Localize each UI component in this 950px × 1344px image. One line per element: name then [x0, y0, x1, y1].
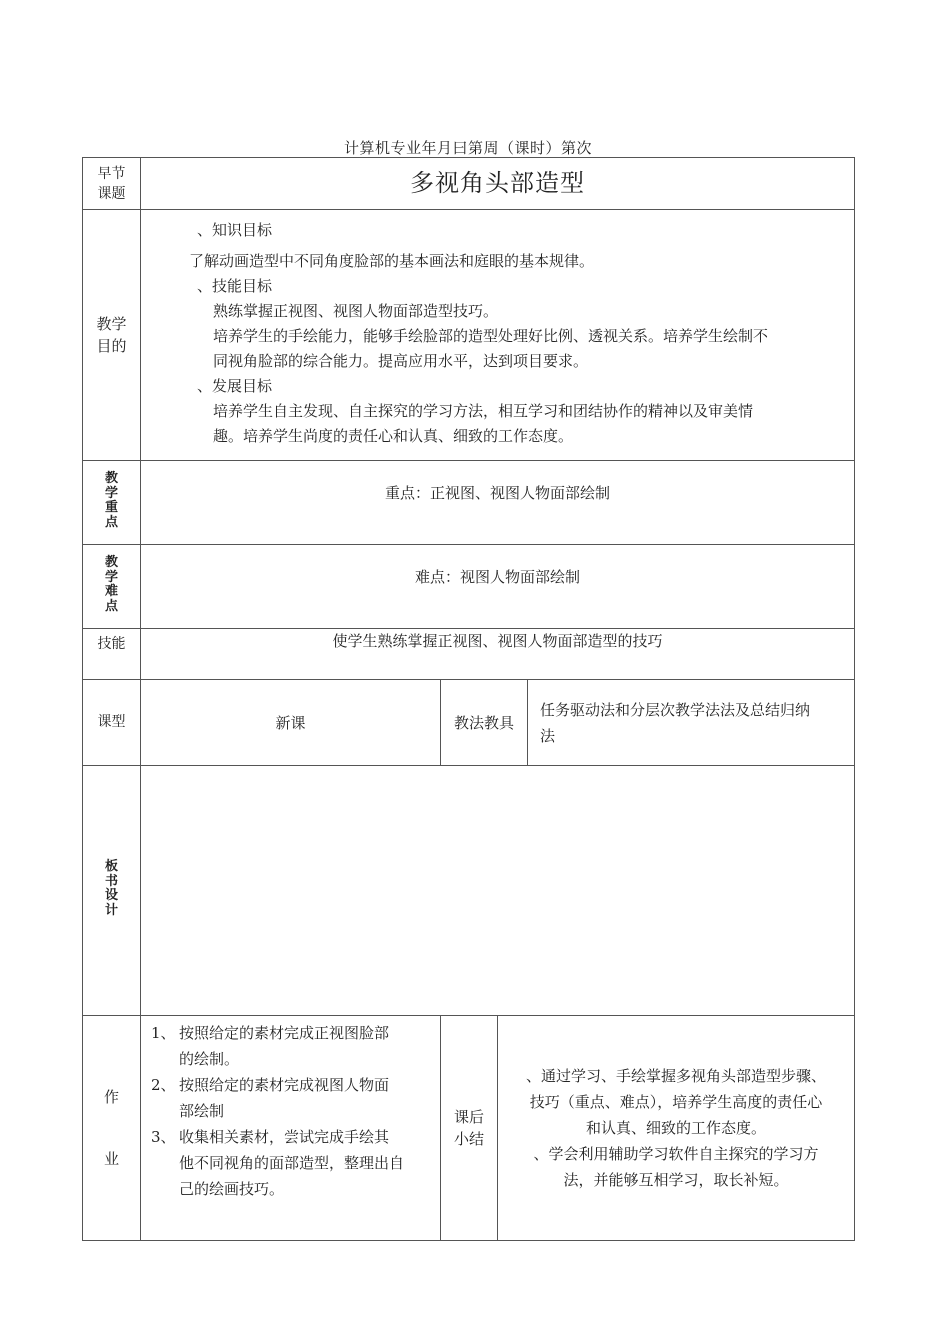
skill-line: 培养学生的手绘能力，能够手绘脸部的造型处理好比例、透视关系。培养学生绘制不 [213, 327, 769, 345]
board-design-area [141, 766, 855, 1016]
list-item: 2、 按照给定的素材完成视图人物面 部绘制 [151, 1076, 390, 1120]
chapter-row [83, 158, 855, 210]
skill-label: 技能 [83, 629, 141, 680]
skill-text: 使学生熟练掌握正视图、视图人物面部造型的技巧 [141, 629, 855, 680]
development-line: 培养学生自主发现、自主探究的学习方法，相互学习和团结协作的精神以及审美情 [213, 402, 754, 420]
list-item: 3、 收集相关素材，尝试完成手绘其 他不同视角的面部造型，整理出自 己的绘画技巧。 [151, 1128, 405, 1198]
skill-heading: 、技能目标 [197, 277, 273, 295]
homework-label: 作 业 [83, 1016, 141, 1241]
key-point-text: 重点：正视图、视图人物面部绘制 [141, 461, 855, 545]
knowledge-text: 了解动画造型中不同角度脸部的基本画法和庭眼的基本规律。 [189, 252, 595, 270]
homework-row [83, 1016, 855, 1241]
course-type-row [83, 680, 855, 766]
board-design-row [83, 766, 855, 1016]
lesson-title: 多视角头部造型 [141, 158, 855, 210]
method-label: 教法教具 [441, 680, 528, 766]
skill-line: 熟练掌握正视图、视图人物面部造型技巧。 [213, 302, 499, 320]
homework-list [141, 1016, 441, 1241]
objectives-row [83, 210, 855, 461]
development-line: 趣。培养学生尚度的责任心和认真、细致的工作态度。 [213, 427, 574, 445]
summary-content: 、通过学习、手绘掌握多视角头部造型步骤、 技巧（重点、难点），培养学生高度的责任心 和认真、细致的工作态度。 、学会利用辅助学习软件自主探究的学习方 法，并能够互相学习，取长补短。 [498, 1016, 855, 1241]
objectives-label: 教学 目的 [83, 210, 141, 461]
list-item: 1、 按照给定的素材完成正视图脸部 的绘制。 [151, 1024, 390, 1068]
key-point-row [83, 461, 855, 545]
key-point-label: 教 学 重 点 [83, 461, 141, 545]
development-heading: 、发展目标 [197, 377, 273, 395]
method-value: 任务驱动法和分层次教学法法及总结归纳 法 [528, 680, 855, 766]
page-header: 计算机专业年月曰第周（课时）第次 [343, 139, 592, 157]
objectives-content [141, 210, 855, 461]
summary-label: 课后 小结 [441, 1016, 498, 1241]
difficulty-row [83, 545, 855, 629]
skill-line: 同视角脸部的综合能力。提高应用水平，达到项目要求。 [213, 352, 589, 370]
skill-row [83, 629, 855, 680]
knowledge-heading: 、知识目标 [197, 221, 273, 239]
lesson-plan-table [82, 157, 855, 1241]
course-type-label: 课型 [83, 680, 141, 766]
board-design-label: 板 书 设 计 [83, 766, 141, 1016]
difficulty-label: 教 学 难 点 [83, 545, 141, 629]
chapter-label: 早节 课题 [83, 158, 141, 210]
difficulty-text: 难点：视图人物面部绘制 [141, 545, 855, 629]
course-type-value: 新课 [141, 680, 441, 766]
